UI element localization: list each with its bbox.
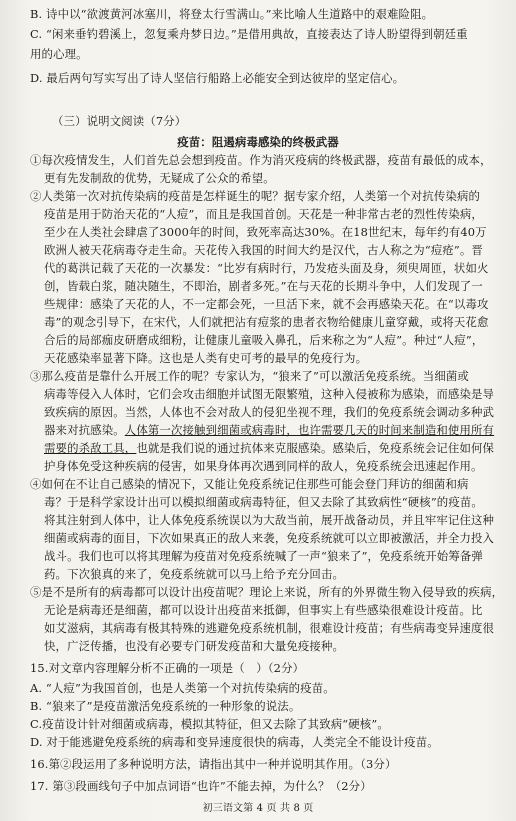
article-line: 至少在人类社会肆虐了3000年的时间，致死率高达30%。在18世纪末，每年约有40万 [44,225,487,239]
article-line: ①每次疫情发生，人们首先总会想到疫苗。作为消灭疫病的终极武器，疫苗有最低的成本， [30,153,492,167]
article-line: ③那么疫苗是靠什么开展工作的呢？专家认为，“狼来了”可以激活免疫系统。当细菌或 [30,369,469,383]
article-line: 病毒等侵入人体时，它们会攻击细胞并试图无限繁殖，这种入侵被称为感染，而感染是导 [44,387,495,401]
question-15-b: B. “狼来了”是疫苗激活免疫系统的一种形象的说法。 [30,699,301,713]
article-line-underlined [44,422,516,439]
article-line-rest: 也就是我们说的通过抗体来克服感染。感染后，免疫系统会记住如何保 [136,441,495,455]
option-c-cont: 用的心理。 [30,47,88,61]
article-line: 创，皆载白浆，随决随生，不即治，剧者多死。”在与天花的长期斗争中，人们发现了一 [44,279,483,293]
question-15-d: D. 对于能逃避免疫系统的病毒和变异速度很快的病毒，人类完全不能设计疫苗。 [30,735,439,749]
article-line: 快，广泛传播，也没有必要专门研发疫苗和大量免疫接种。 [44,639,345,653]
article-line: 代的葛洪记载了天花的一次暴发：“比岁有病时行，乃发疮头面及身，须臾周匝，状如火 [44,261,489,275]
section-header: （三）说明文阅读（7分） [52,114,187,128]
option-d: D. 最后两句写实写出了诗人坚信行船路上必能安全到达彼岸的坚定信心。 [30,71,405,85]
article-line: 如艾滋病，其病毒有极其特殊的逃避免疫系统机制，很难设计疫苗；有些病毒变异速度很 [44,621,495,635]
article-line: ④如何在不让自己感染的情况下，又能让免疫系统记住那些可能会登门拜访的细菌和病 [30,477,469,491]
article-line: 无论是病毒还是细菌，都可以设计出疫苗来抵御，但事实上有些感染很难设计疫苗。比 [44,603,483,617]
article-line: 药。下次狼真的来了，免疫系统就可以马上给予充分回击。 [44,567,345,581]
option-c: C. “闲来垂钓碧溪上，忽复乘舟梦日边。”是借用典故，直接表达了诗人盼望得到朝廷重 [30,27,468,41]
option-b: B. 诗中以“欲渡黄河冰塞川，将登太行雪满山。”来比喻人生道路中的艰难险阻。 [30,7,434,21]
article-line-underlined-cont [44,440,516,457]
article-line: 疫苗是用于防治天花的“人痘”，而且是我国首创。天花是一种非常古老的烈性传染病， [44,207,483,221]
article-line: 护身体免受这种疾病的侵害，如果身体再次遇到同样的敌人，免疫系统会迅速起作用。 [44,459,483,473]
article-line: 毒？于是科学家设计出可以模拟细菌或病毒特征，但又去除了其致病性“硬核”的疫苗。 [44,495,483,509]
article-line: 细菌或病毒的面目，下次如果真正的敌人来袭，免疫系统就可以立即被激活，并全力投入 [44,531,495,545]
question-15-c: C.疫苗设计针对细菌或病毒，模拟其特征，但又去除了其致病“硬核”。 [30,717,389,731]
question-15: 15.对文章内容理解分析不正确的一项是（ ）（2分） [30,661,305,675]
article-line: ⑤是不是所有的病毒都可以设计出疫苗呢？理论上来说，所有的外界微生物入侵导致的疾病， [30,585,504,599]
question-16: 16.第②段运用了多种说明方法，请指出其中一种并说明其作用。（3分） [30,757,397,771]
article-line: 欧洲人被天花病毒夺走生命。天花传入我国的时间大约是汉代，古人称之为“痘疮”。晋 [44,243,483,257]
article-line: 毒”的观念引导下，在宋代，人们就把沾有痘浆的患者衣物给健康儿童穿戴，或将天花愈 [44,315,489,329]
article-title: 疫苗：阻遏病毒感染的终极武器 [177,135,339,149]
question-15-a: A. “人痘”为我国首创，也是人类第一个对抗传染病的疫苗。 [30,681,335,695]
article-line: 些规律：感染了天花的人，不一定都会死，一旦活下来，就不会再感染天花。在“以毒攻 [44,297,489,311]
page-footer: 初三语文第 4 页 共 8 页 [202,803,314,814]
article-line: 更有先发制敌的优势，无疑成了公众的希望。 [44,171,275,185]
article-line-start: 器来对抗感染。 [44,423,125,437]
underlined-sentence: 人体第一次接触到细菌或病毒时，也许需要几天的时间来制造和使用所有 [124,423,495,437]
question-17: 17. 第③段画线句子中加点词语“也许”不能去掉，为什么？（2分） [30,779,372,793]
article-line: 合后的局部痂皮研磨成细粉，让健康儿童吸入鼻孔，后来称之为“人痘”。种过“人痘”， [44,333,484,347]
article-line: 战斗。我们也可以将其理解为疫苗对免疫系统喊了一声“狼来了”，免疫系统开始筹备弹 [44,549,483,563]
article-line: ②人类第一次对抗传染病的疫苗是怎样诞生的呢？据专家介绍，人类第一个对抗传染病的 [30,189,481,203]
underlined-sentence-end: 需要的杀敌工具， [44,441,137,455]
article-line: 将其注射到人体中，让人体免疫系统误以为大敌当前，展开战备动员，并且牢牢记住这种 [44,513,495,527]
article-line: 天花感染率显著下降。这也是人类有史可考的最早的免疫行为。 [44,351,368,365]
article-line: 致疾病的原因。当然，人体也不会对敌人的侵犯坐视不理，我们的免疫系统会调动多种武 [44,405,495,419]
